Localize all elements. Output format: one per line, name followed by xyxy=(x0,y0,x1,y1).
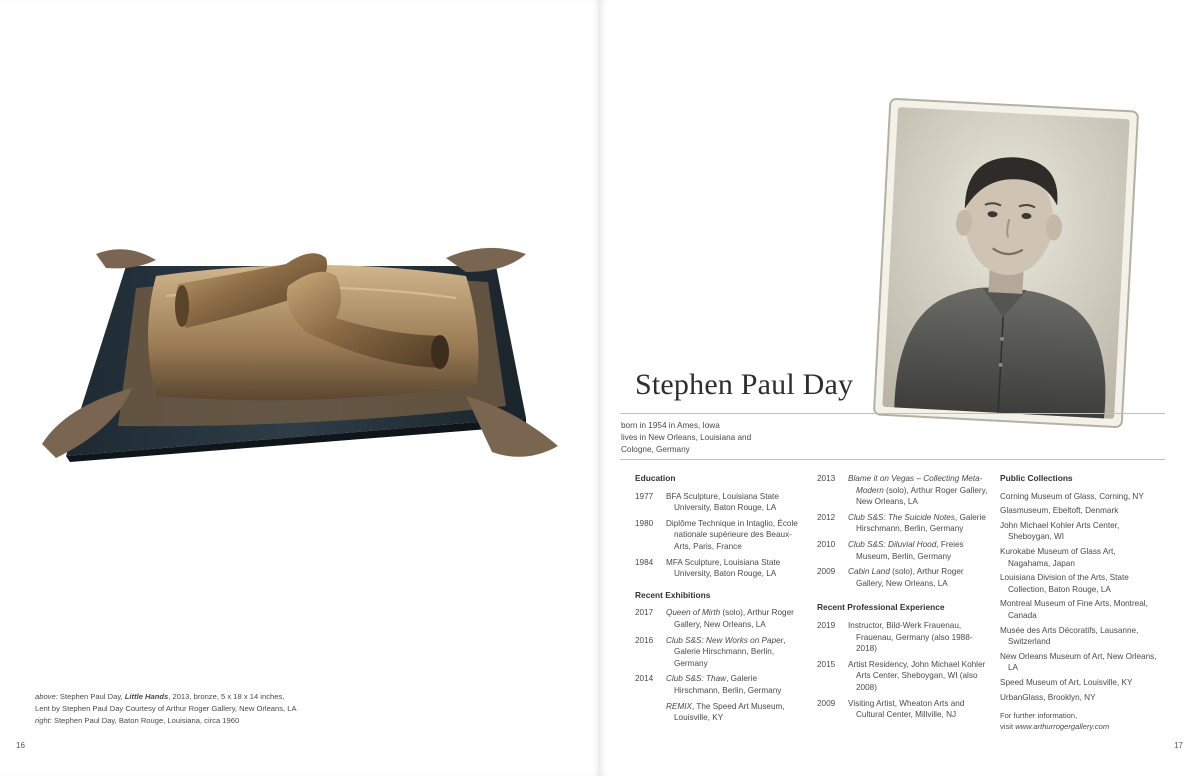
artist-name-heading: Stephen Paul Day xyxy=(635,368,854,401)
column-collections xyxy=(1000,473,1160,732)
exhibition-entry xyxy=(817,512,992,535)
collection-item: Glasmuseum, Ebeltoft, Denmark xyxy=(1000,506,1119,516)
exhibition-title: REMIX xyxy=(666,701,692,711)
exhibition-entry xyxy=(817,566,992,589)
entry-year: 1977 xyxy=(635,491,654,501)
education-entry xyxy=(635,557,805,580)
collections-heading: Public Collections xyxy=(1000,473,1073,483)
exhibitions-list xyxy=(635,607,805,723)
education-heading: Education xyxy=(635,473,676,483)
exhibition-entry xyxy=(817,539,992,562)
exhibition-details: , Galerie Hirschmann, Berlin, Germany xyxy=(674,674,782,695)
professional-heading: Recent Professional Experience xyxy=(817,602,945,613)
page-number-left: 16 xyxy=(16,741,25,750)
education-entry xyxy=(635,518,805,553)
entry-year: 1980 xyxy=(635,518,654,528)
exhibition-details: (solo), Arthur Roger Gallery, New Orleans, LA xyxy=(674,608,794,629)
entry-year: 2009 xyxy=(817,567,836,577)
exhibition-details: , Galerie Hirschmann, Berlin, Germany xyxy=(856,512,986,534)
exhibitions-list-continued xyxy=(817,473,992,589)
entry-text: Diplôme Technique in Intaglio, École nationale supérieure des Beaux-Arts, Paris, France xyxy=(666,518,798,551)
entry-year: 2012 xyxy=(817,512,836,522)
entry-text xyxy=(848,473,992,508)
exhibition-details: (solo), Arthur Roger Gallery, New Orleans, LA xyxy=(856,567,964,588)
professional-entry xyxy=(817,659,992,694)
exhibition-details: (solo), Arthur Roger Gallery, New Orleans, LA xyxy=(856,485,988,507)
entry-year: 2019 xyxy=(817,620,836,630)
childhood-portrait-photo xyxy=(872,97,1140,430)
image-caption: above: Stephen Paul Day, Little Hands, 2013, bronze, 5 x 18 x 14 inches, Lent by Stephen Paul Day Courtesy of Arthur Roger Gallery, New Orleans, LA right: Stephen Paul Day, Baton Rouge, Louisiana, circa 1960 xyxy=(35,692,297,725)
page-number-right: 17 xyxy=(1174,741,1183,750)
exhibition-entry xyxy=(635,701,805,724)
column-education-exhibitions xyxy=(635,473,805,728)
professional-list xyxy=(817,620,992,721)
exhibition-details: , Freies Museum, Berlin, Germany xyxy=(856,539,964,561)
sculpture-image-little-hands xyxy=(36,236,566,468)
exhibition-title: Club S&S: New Works on Paper xyxy=(666,635,784,645)
further-information: For further information, visit www.arthurrogergallery.com xyxy=(1000,711,1110,731)
exhibition-title: Queen of Mirth xyxy=(666,608,721,618)
artist-bio: born in 1954 in Ames, Iowa lives in New Orleans, Louisiana and Cologne, Germany xyxy=(621,421,752,454)
entry-year: 2009 xyxy=(817,698,836,708)
entry-text xyxy=(666,635,805,670)
entry-text xyxy=(848,539,992,562)
collection-item: Musée des Arts Décoratifs, Lausanne, Switzerland xyxy=(1000,625,1139,647)
gallery-website-link[interactable]: www.arthurrogergallery.com xyxy=(1015,721,1110,731)
entry-year: 2017 xyxy=(635,608,654,618)
entry-text: Artist Residency, John Michael Kohler Arts Center, Sheboygan, WI (also 2008) xyxy=(848,659,986,692)
column-exhibitions-professional xyxy=(817,473,992,725)
entry-text: MFA Sculpture, Louisiana State University, Baton Rouge, LA xyxy=(666,557,781,579)
exhibition-entry xyxy=(817,473,992,508)
collection-item: John Michael Kohler Arts Center, Sheboygan, WI xyxy=(1000,520,1120,542)
collection-item: UrbanGlass, Brooklyn, NY xyxy=(1000,692,1096,702)
entry-year: 2014 xyxy=(635,674,654,684)
entry-year: 2015 xyxy=(817,659,836,669)
entry-text xyxy=(848,566,992,589)
collections-list xyxy=(1000,491,1160,704)
education-entry xyxy=(635,491,805,514)
professional-entry xyxy=(817,620,992,655)
collection-item: Corning Museum of Glass, Corning, NY xyxy=(1000,491,1144,501)
collection-item: Louisiana Division of the Arts, State Collection, Baton Rouge, LA xyxy=(1000,573,1129,594)
professional-entry xyxy=(817,698,992,721)
collection-item: New Orleans Museum of Art, New Orleans, LA xyxy=(1000,651,1157,673)
collection-item: Kurokabe Museum of Glass Art, Nagahama, Japan xyxy=(1000,546,1116,568)
exhibition-title: Club S&S: Diluvial Hood xyxy=(848,539,937,549)
collection-item: Montreal Museum of Fine Arts, Montreal, Canada xyxy=(1000,599,1148,620)
exhibition-details: , The Speed Art Museum, Louisville, KY xyxy=(674,701,785,723)
entry-text xyxy=(666,673,805,696)
entry-text xyxy=(848,512,992,535)
exhibition-title: Cabin Land xyxy=(848,567,890,577)
exhibition-title: Blame it on Vegas – Collecting Meta-Modern xyxy=(848,474,983,495)
exhibition-details: , Galerie Hirschmann, Berlin, Germany xyxy=(674,635,786,668)
entry-text xyxy=(666,607,805,630)
exhibition-entry xyxy=(635,673,805,696)
collection-item: Speed Museum of Art, Louisville, KY xyxy=(1000,677,1133,687)
entry-year: 2010 xyxy=(817,539,836,549)
right-page xyxy=(600,0,1200,776)
entry-text xyxy=(666,701,805,724)
exhibition-entry xyxy=(635,635,805,670)
education-list xyxy=(635,491,805,580)
exhibition-entry xyxy=(635,607,805,630)
exhibition-title: Club S&S: Thaw xyxy=(666,674,727,684)
divider-rule xyxy=(620,413,1165,414)
entry-year: 2016 xyxy=(635,635,654,645)
entry-year: 2013 xyxy=(817,474,836,483)
entry-year xyxy=(635,701,666,724)
entry-text: Visiting Artist, Wheaton Arts and Cultural Center, Millville, NJ xyxy=(848,698,965,720)
exhibitions-heading: Recent Exhibitions xyxy=(635,589,711,600)
exhibition-title: Club S&S: The Suicide Notes xyxy=(848,512,955,522)
entry-text: Instructor, Bild-Werk Frauenau, Frauenau, Germany (also 1988-2018) xyxy=(848,620,973,654)
entry-text: BFA Sculpture, Louisiana State University, Baton Rouge, LA xyxy=(666,491,779,513)
divider-rule xyxy=(620,459,1165,460)
entry-year: 1984 xyxy=(635,557,654,567)
